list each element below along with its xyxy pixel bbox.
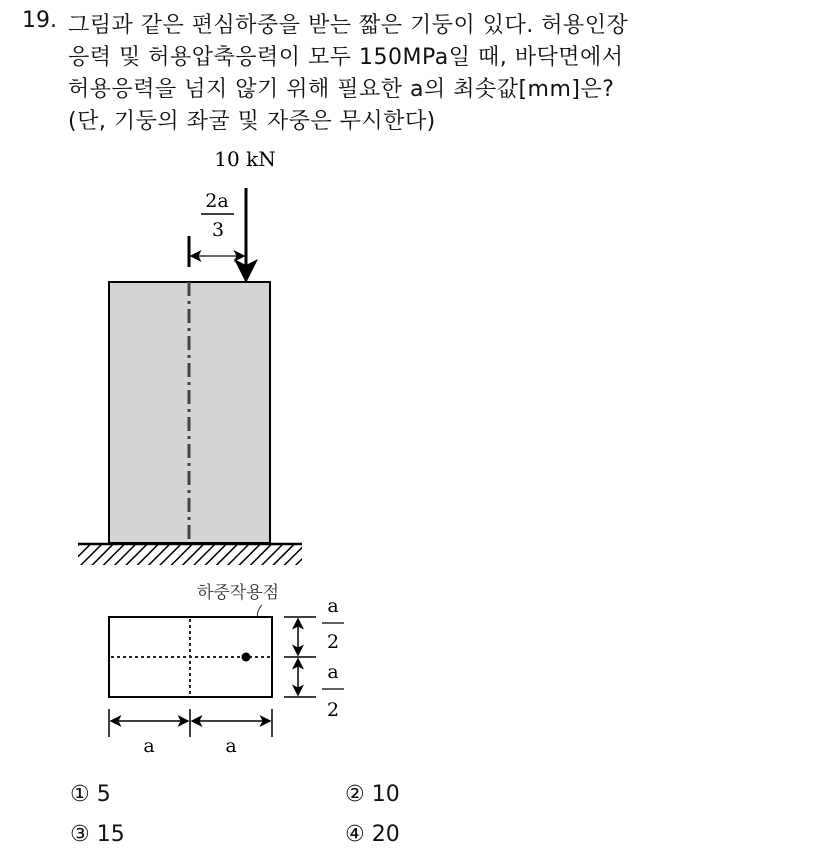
option-3[interactable] bbox=[70, 822, 125, 847]
half-numerator-2: a bbox=[327, 661, 339, 683]
width-label-1: a bbox=[143, 735, 155, 757]
ground-hatch bbox=[78, 545, 302, 565]
option-value: 20 bbox=[371, 822, 400, 847]
question-line-4: (단, 기둥의 좌굴 및 자중은 무시한다) bbox=[68, 109, 436, 134]
option-value: 10 bbox=[371, 782, 400, 807]
option-value: 15 bbox=[96, 822, 125, 847]
option-4[interactable] bbox=[345, 822, 400, 847]
half-numerator-1: a bbox=[327, 595, 339, 617]
half-denominator-1: 2 bbox=[326, 631, 340, 653]
load-point bbox=[242, 653, 251, 662]
eccentricity-numerator: 2a bbox=[205, 190, 229, 212]
option-marker: ① bbox=[70, 782, 90, 807]
half-denominator-2: 2 bbox=[326, 699, 340, 721]
option-marker: ③ bbox=[70, 822, 90, 847]
option-marker: ④ bbox=[345, 822, 365, 847]
option-2[interactable] bbox=[345, 782, 400, 807]
question-line-1: 그림과 같은 편심하중을 받는 짧은 기둥이 있다. 허용인장 bbox=[68, 13, 629, 38]
eccentricity-denominator: 3 bbox=[211, 219, 225, 241]
option-value: 5 bbox=[96, 782, 111, 807]
width-label-2: a bbox=[225, 735, 237, 757]
option-1[interactable] bbox=[70, 782, 111, 807]
question-line-2: 응력 및 허용압축응력이 모두 150MPa일 때, 바닥면에서 bbox=[68, 45, 624, 70]
load-label: 10 kN bbox=[214, 147, 276, 171]
option-marker: ② bbox=[345, 782, 365, 807]
question-line-3: 허용응력을 넘지 않기 위해 필요한 a의 최솟값[mm]은? bbox=[68, 77, 615, 102]
question-number: 19. bbox=[22, 8, 57, 33]
load-point-label: 하중작용점 bbox=[196, 583, 280, 603]
